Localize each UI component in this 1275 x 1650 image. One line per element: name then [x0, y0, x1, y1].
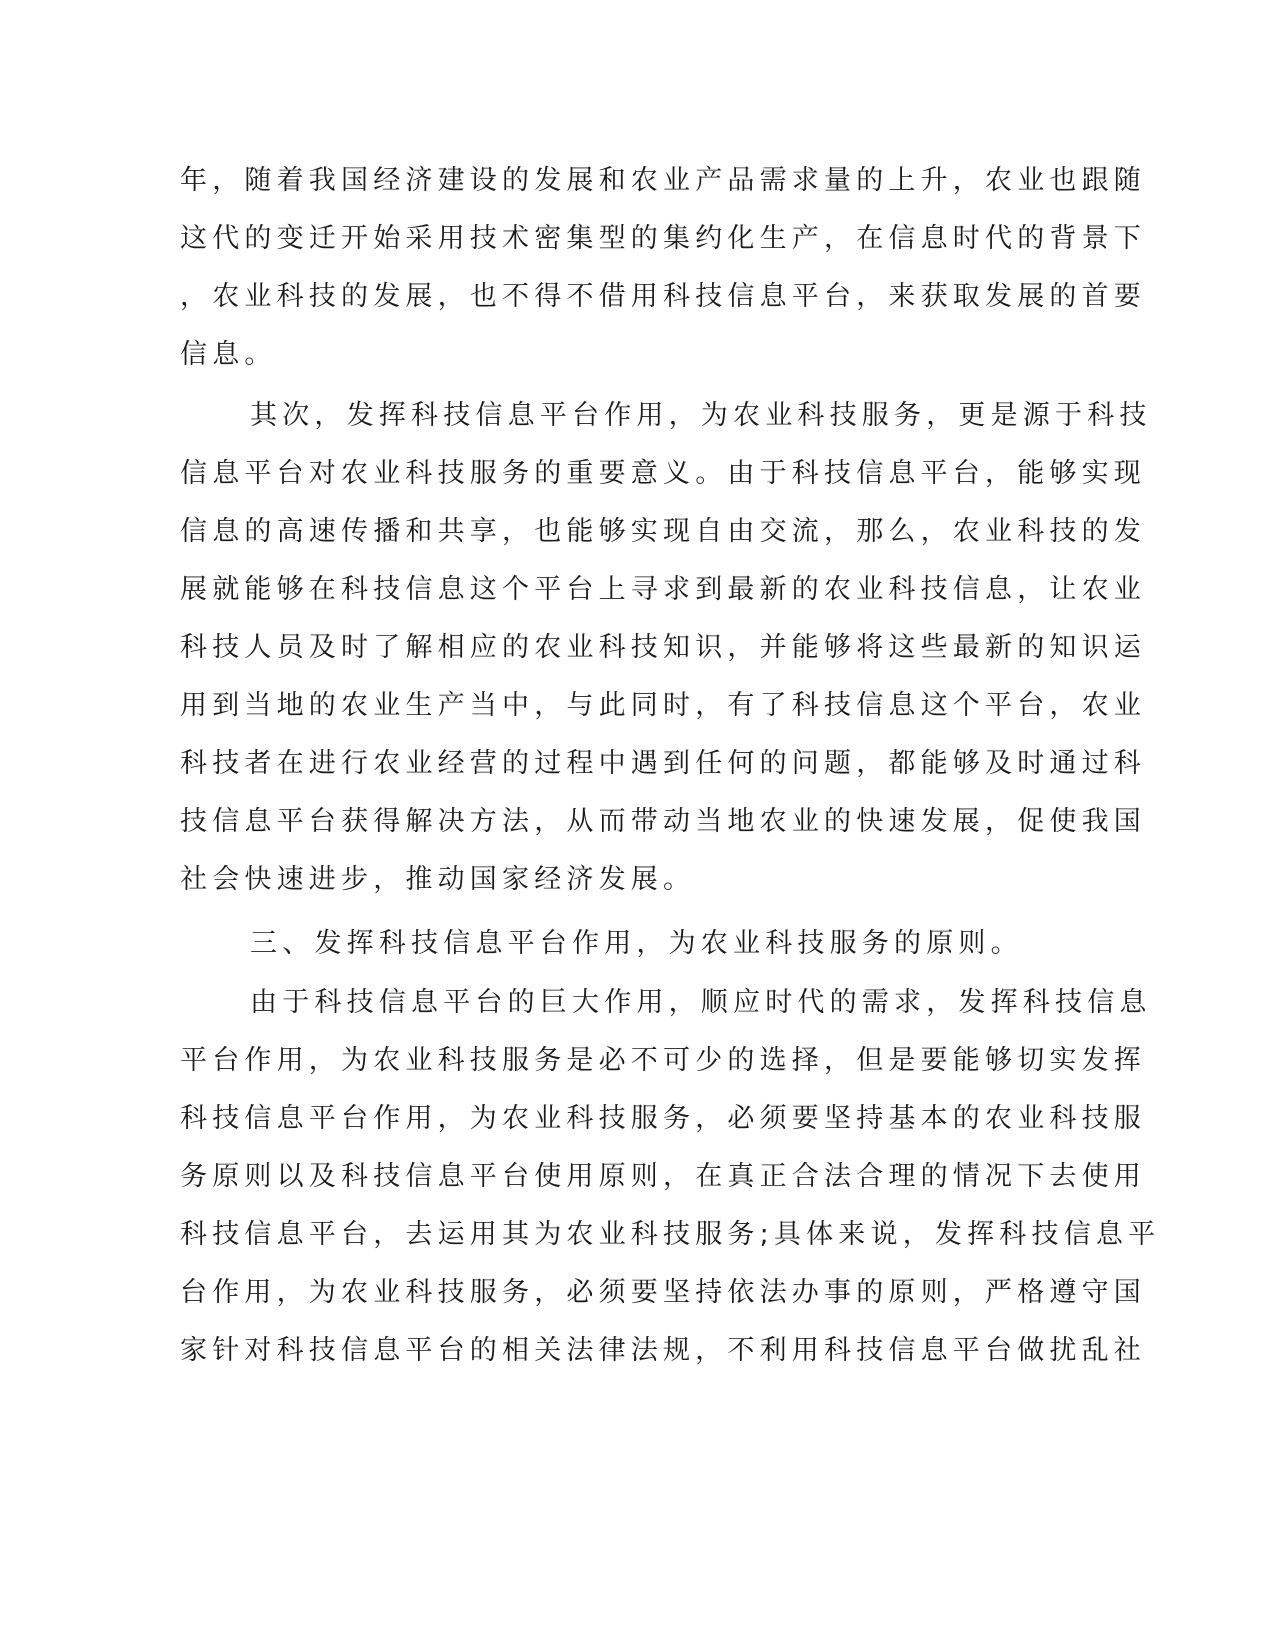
text-line: 科技信息平台作用，为农业科技服务，必须要坚持基本的农业科技服 — [180, 1103, 1146, 1134]
section-heading: 三、发挥科技信息平台作用，为农业科技服务的原则。 — [250, 928, 1023, 959]
text-line: 科技信息平台，去运用其为农业科技服务;具体来说，发挥科技信息平 — [180, 1219, 1161, 1250]
paragraph-first-line: 其次，发挥科技信息平台作用，为农业科技服务，更是源于科技 — [250, 400, 1152, 431]
text-line: 台作用，为农业科技服务，必须要坚持依法办事的原则，严格遵守国 — [180, 1277, 1146, 1308]
text-line: 科技者在进行农业经营的过程中遇到任何的问题，都能够及时通过科 — [180, 748, 1146, 779]
text-line: 这代的变迁开始采用技术密集型的集约化生产，在信息时代的背景下 — [180, 223, 1146, 254]
text-line: 技信息平台获得解决方法，从而带动当地农业的快速发展，促使我国 — [180, 806, 1146, 837]
text-line: ，农业科技的发展，也不得不借用科技信息平台，来获取发展的首要 — [180, 281, 1146, 312]
text-line: 家针对科技信息平台的相关法律法规，不利用科技信息平台做扰乱社 — [180, 1335, 1146, 1366]
text-line: 用到当地的农业生产当中，与此同时，有了科技信息这个平台，农业 — [180, 690, 1146, 721]
text-line: 年，随着我国经济建设的发展和农业产品需求量的上升，农业也跟随 — [180, 165, 1146, 196]
text-line: 科技人员及时了解相应的农业科技知识，并能够将这些最新的知识运 — [180, 632, 1146, 663]
text-line: 信息的高速传播和共享，也能够实现自由交流，那么，农业科技的发 — [180, 516, 1146, 547]
text-line: 务原则以及科技信息平台使用原则，在真正合法合理的情况下去使用 — [180, 1161, 1146, 1192]
text-line: 信息。 — [180, 339, 277, 370]
paragraph-first-line: 由于科技信息平台的巨大作用，顺应时代的需求，发挥科技信息 — [250, 987, 1152, 1018]
text-line: 展就能够在科技信息这个平台上寻求到最新的农业科技信息，让农业 — [180, 574, 1146, 605]
text-line: 信息平台对农业科技服务的重要意义。由于科技信息平台，能够实现 — [180, 458, 1146, 489]
text-line: 社会快速进步，推动国家经济发展。 — [180, 864, 696, 895]
text-line: 平台作用，为农业科技服务是必不可少的选择，但是要能够切实发挥 — [180, 1045, 1146, 1076]
